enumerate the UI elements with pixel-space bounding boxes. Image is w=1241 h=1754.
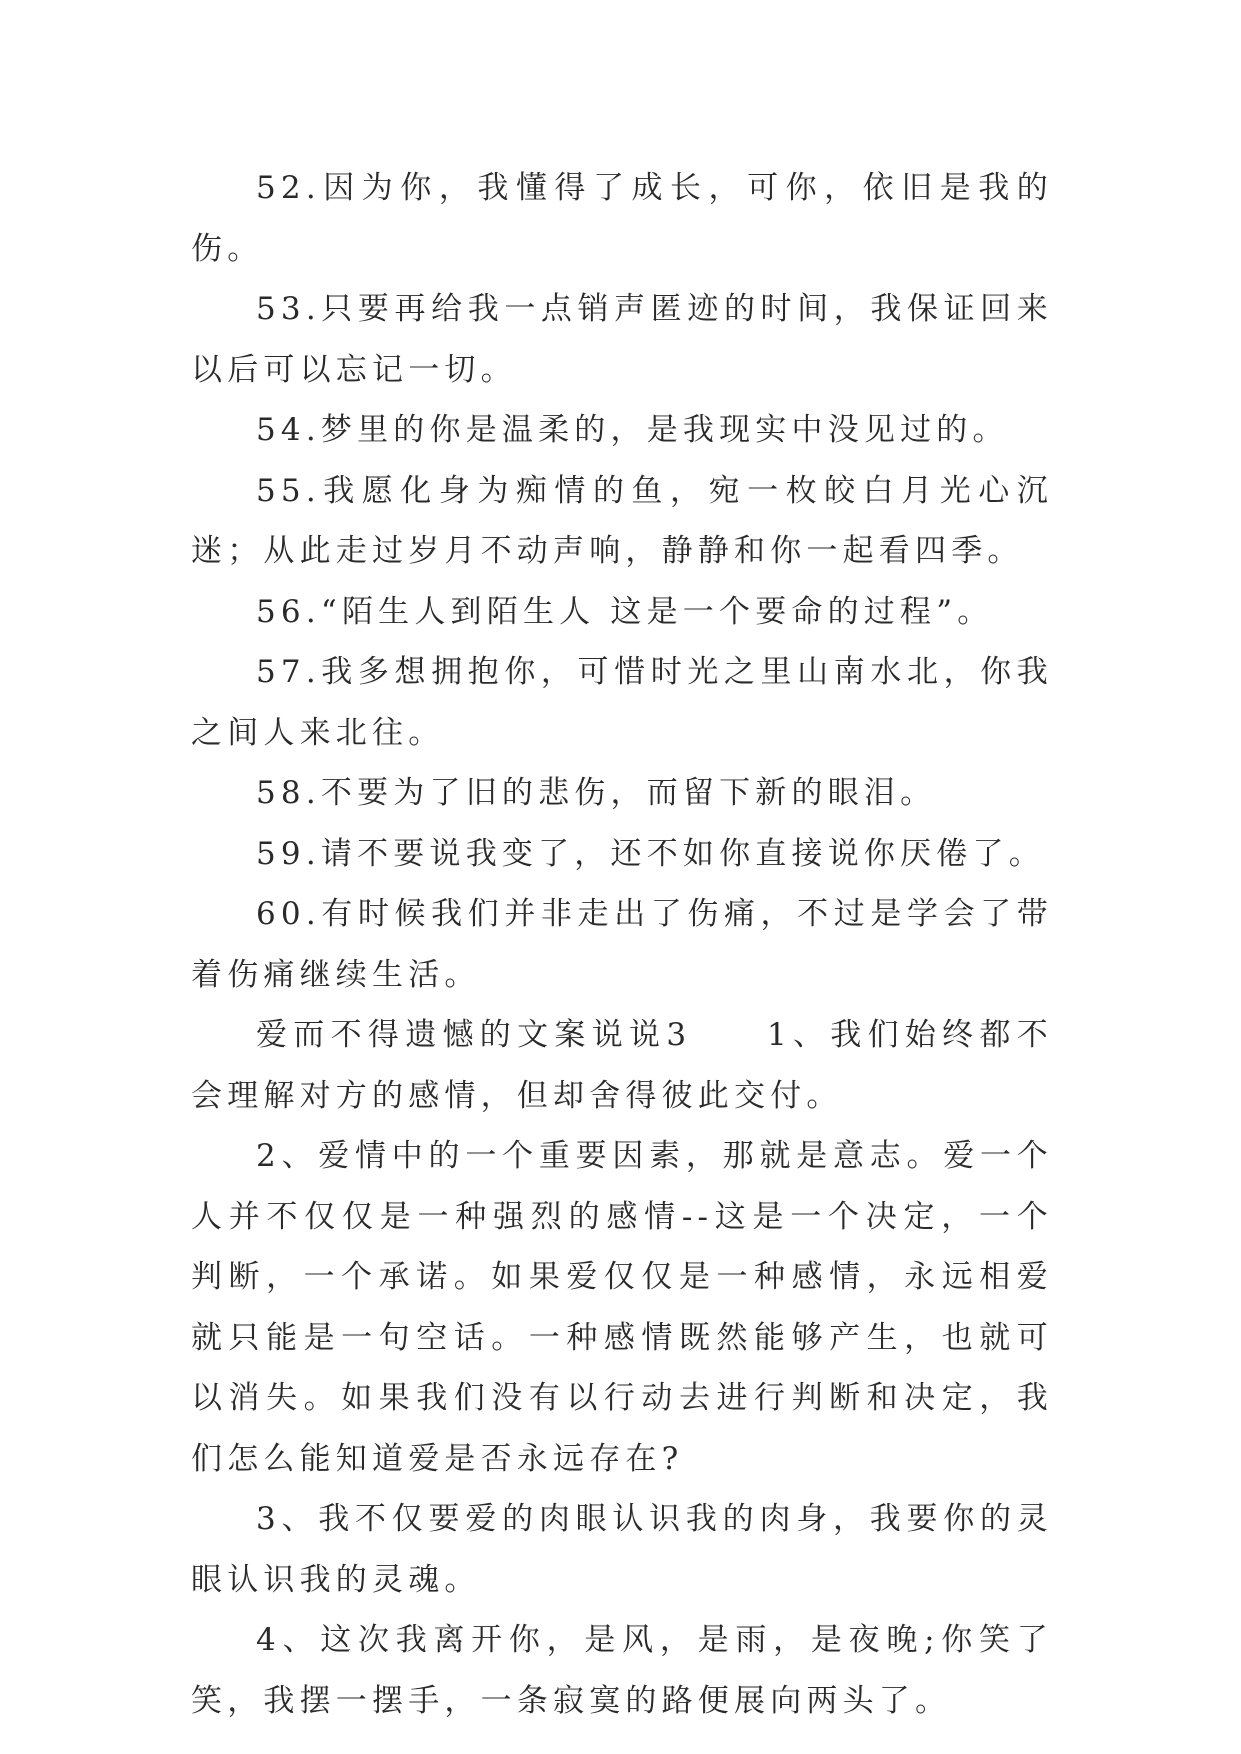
paragraph-55: 55.我愿化身为痴情的鱼，宛一枚皎白月光心沉迷；从此走过岁月不动声响，静静和你一起看四季。 [191, 472, 1053, 569]
paragraph-59: 59.请不要说我变了，还不如你直接说你厌倦了。 [256, 835, 1045, 872]
paragraph-54: 54.梦里的你是温柔的，是我现实中没见过的。 [256, 412, 1009, 448]
paragraph-58: 58.不要为了旧的悲伤，而留下新的眼泪。 [256, 775, 937, 811]
paragraph-2: 2、爱情中的一个重要因素，那就是意志。爱一个人并不仅仅是一种强烈的感情--这是一个决定，一个判断，一个承诺。如果爱仅仅是一种感情，永远相爱就只能是一句空话。一种感情既然能够产生，也就可以消失。如果我们没有以行动去进行判断和决定，我们怎么能知道爱是否永远存在? [191, 1138, 1053, 1477]
paragraph-52: 52.因为你，我懂得了成长，可你，依旧是我的伤。 [191, 170, 1053, 267]
document-body [191, 158, 1053, 1731]
paragraph-60: 60.有时候我们并非走出了伤痛，不过是学会了带着伤痛继续生活。 [191, 896, 1053, 993]
paragraph-53: 53.只要再给我一点销声匿迹的时间，我保证回来以后可以忘记一切。 [191, 291, 1053, 388]
paragraph-56: 56.“陌生人到陌生人 这是一个要命的过程”。 [256, 593, 994, 630]
paragraph-4: 4、这次我离开你，是风，是雨，是夜晚;你笑了笑，我摆一摆手，一条寂寞的路便展向两头了。 [191, 1622, 1053, 1719]
paragraph-3: 3、我不仅要爱的肉眼认识我的肉身，我要你的灵眼认识我的灵魂。 [191, 1501, 1053, 1598]
paragraph-57: 57.我多想拥抱你，可惜时光之里山南水北，你我之间人来北往。 [191, 654, 1053, 751]
section-heading-paragraph-1: 爱而不得遗憾的文案说说3 1、我们始终都不会理解对方的感情，但却舍得彼此交付。 [191, 1017, 1053, 1114]
